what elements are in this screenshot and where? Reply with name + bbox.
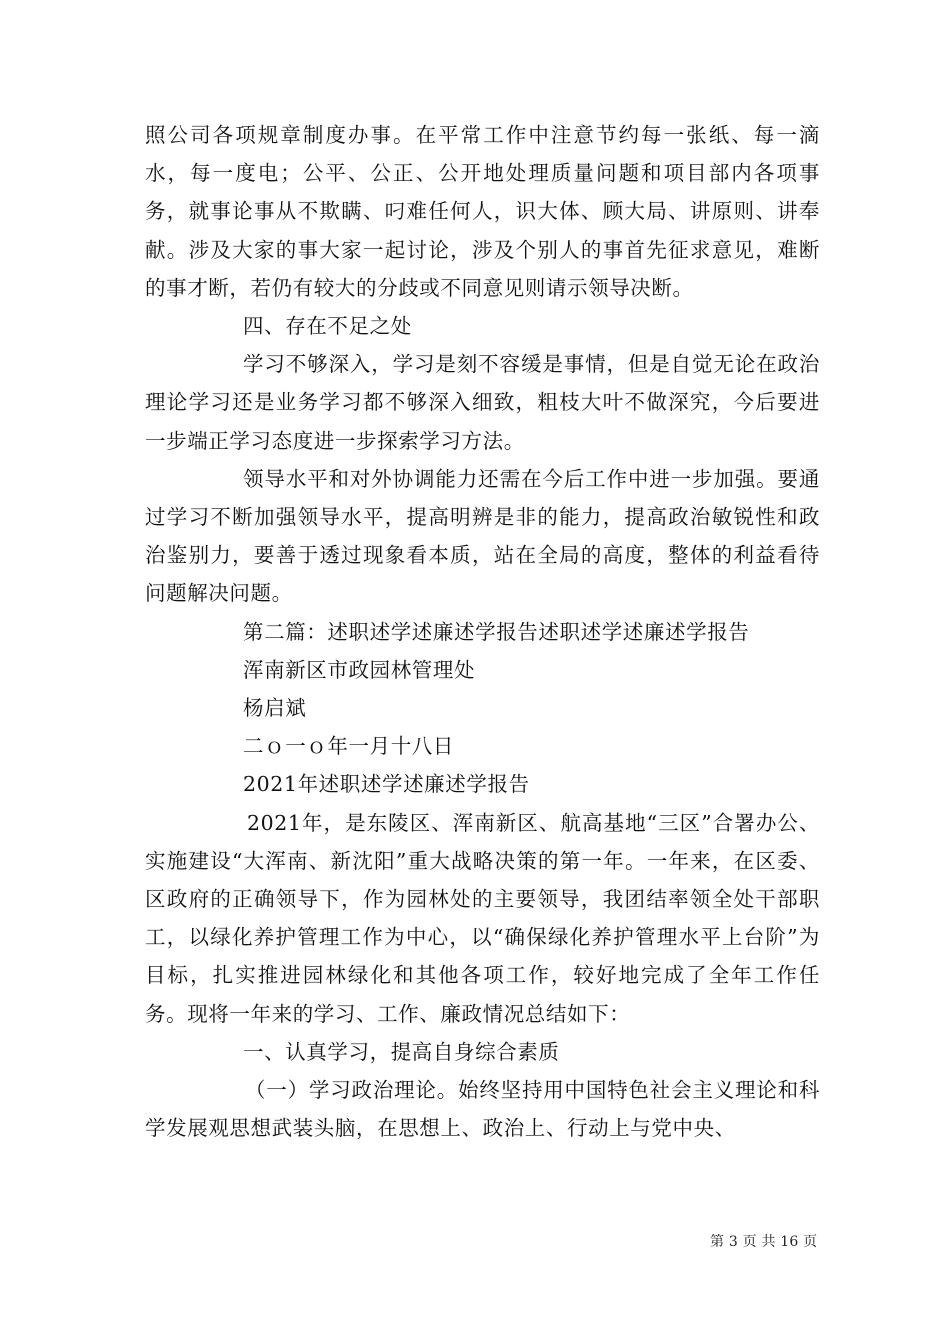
author-name: 杨启斌 bbox=[243, 696, 307, 721]
report-title: 2021年述职述学述廉述学报告 bbox=[243, 772, 530, 797]
paragraph-continuation: 照公司各项规章制度办事。在平常工作中注意节约每一张纸、每一滴水，每一度电；公平、公正、公开地处理质量问题和项目部内各项事务，就事论事从不欺瞒、叼难任何人，识大体、顾大局、讲原则、讲奉献。涉及大家的事大家一起讨论，涉及个别人的事首先征求意见，难断的事才断，若仍有较大的分歧或不同意见则请示领导决断。 bbox=[145, 123, 820, 300]
document-date: 二ｏ一ｏ年一月十八日 bbox=[243, 734, 454, 759]
document-body bbox=[145, 116, 820, 1147]
chapter-title: 第二篇：述职述学述廉述学报告述职述学述廉述学报告 bbox=[243, 619, 750, 644]
paragraph-leadership: 领导水平和对外协调能力还需在今后工作中进一步加强。要通过学习不断加强领导水平，提高明辨是非的能力，提高政治敏锐性和政治鉴别力，要善于透过现象看本质，站在全局的高度，整体的利益看待问题解决问题。 bbox=[145, 466, 820, 606]
paragraph-study: 学习不够深入，学习是刻不容缓是事情，但是自觉无论在政治理论学习还是业务学习都不够深入细致，粗枝大叶不做深究，今后要进一步端正学习态度进一步探索学习方法。 bbox=[145, 352, 820, 453]
section-heading-study: 一、认真学习，提高自身综合素质 bbox=[243, 1039, 560, 1064]
organization-name: 浑南新区市政园林管理处 bbox=[243, 657, 476, 682]
section-heading-shortcomings: 四、存在不足之处 bbox=[243, 314, 412, 339]
page-number-footer: 第 3 页 共 16 页 bbox=[710, 1234, 818, 1250]
paragraph-intro: 2021年，是东陵区、浑南新区、航高基地“三区”合署办公、实施建设“大浑南、新沈阳”重大战略决策的第一年。一年来，在区委、区政府的正确领导下，作为园林处的主要领导，我团结率领全处干部职工，以绿化养护管理工作为中心，以“确保绿化养护管理水平上台阶”为目标，扎实推进园林绿化和其他各项工作，较好地完成了全年工作任务。现将一年来的学习、工作、廉政情况总结如下： bbox=[145, 810, 820, 1026]
paragraph-political-theory: （一）学习政治理论。始终坚持用中国特色社会主义理论和科学发展观思想武装头脑，在思想上、政治上、行动上与党中央、 bbox=[145, 1078, 820, 1141]
